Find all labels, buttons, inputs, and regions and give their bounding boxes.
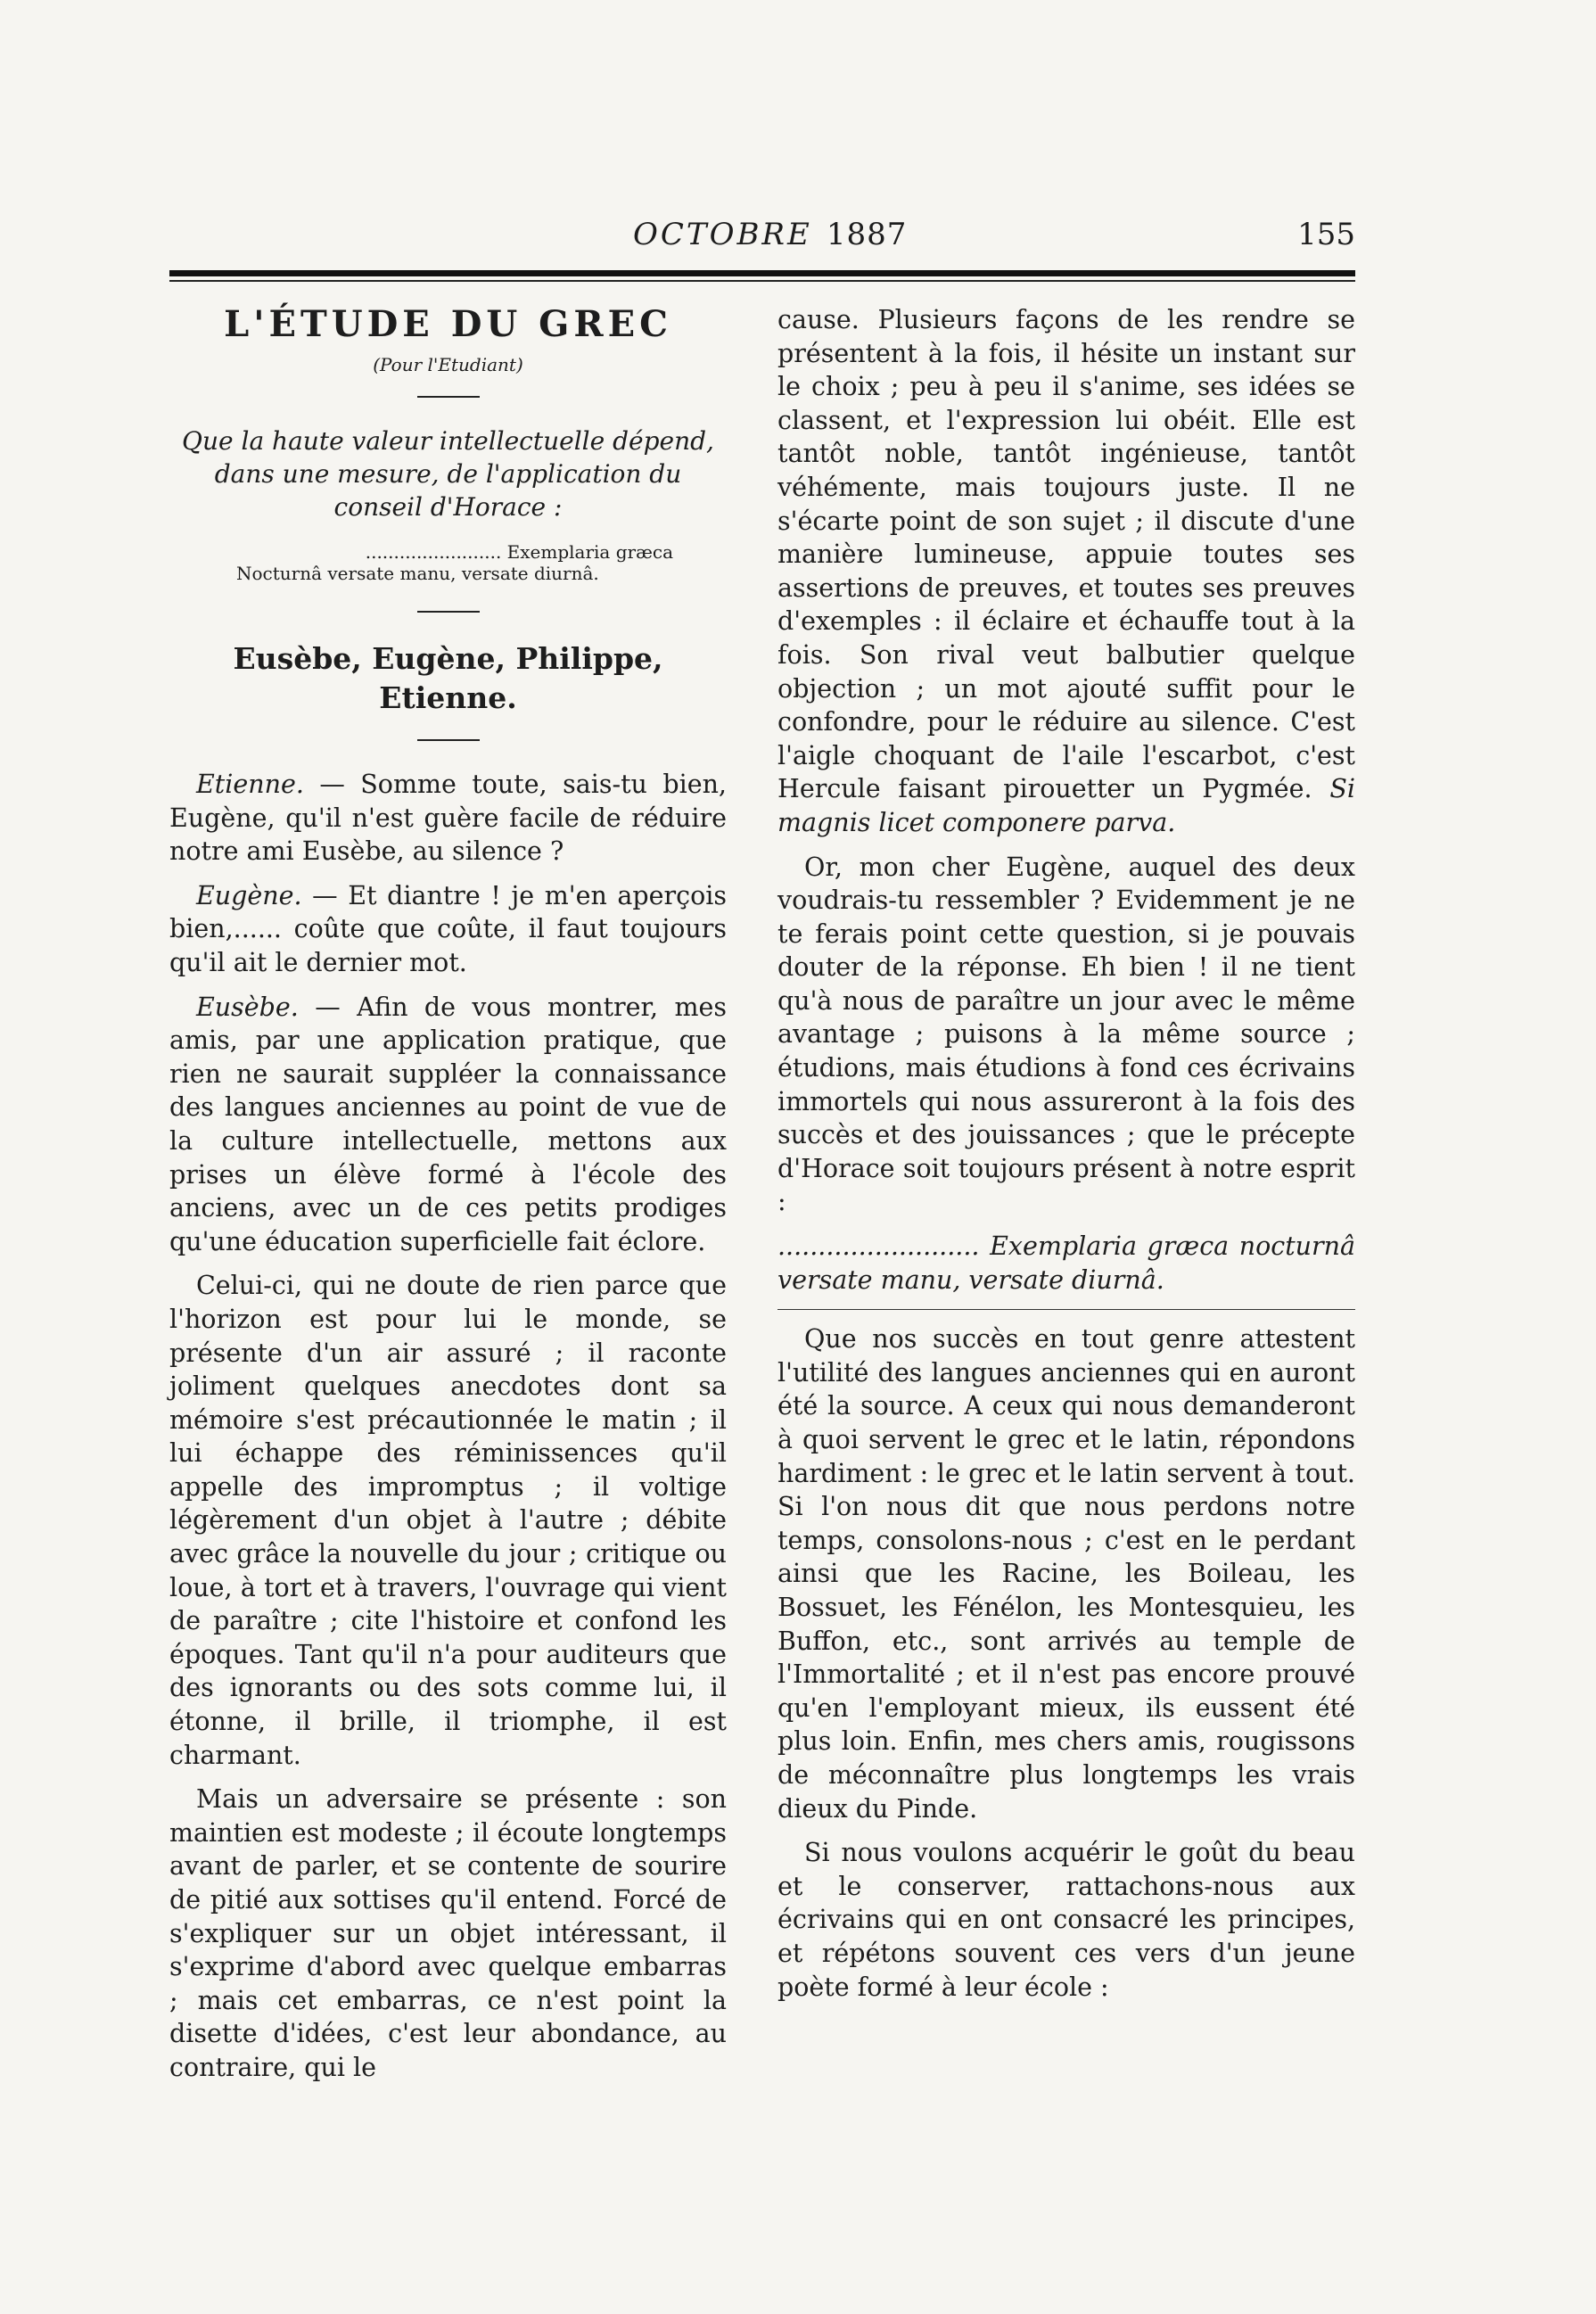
paragraph-text: cause. Plusieurs façons de les rendre se présentent à la fois, il hésite un instant sur le choix ; peu à peu il s'anime, ses idées se classent, et l'expression lui obéit. Elle est tantôt noble, tantôt ingénieuse, tantôt véhémente, mais toujours juste. Il ne s'écarte point de son sujet ; il discute d'une manière lumineuse, appuie toutes ses assertions de preuves, et toutes ses preuves d'exemples : il éclaire et échauffe tout à la fois. Son rival veut balbutier quelque objection ; un mot ajouté suffit pour le confondre, pour le réduire au silence. C'est l'aigle choquant de l'aile l'escarbot, c'est Hercule faisant pirouetter un Pygmée. — [777, 305, 1355, 804]
header-rule-thick — [169, 270, 1355, 276]
speaker-name: Eugène. — [196, 880, 302, 910]
speakers-heading: Eusèbe, Eugène, Philippe, Etienne. — [233, 641, 663, 715]
quote-line: ........................ Exemplaria græca — [365, 541, 673, 563]
dialogue-paragraph — [169, 991, 727, 1259]
year: 1887 — [826, 217, 908, 252]
divider — [417, 396, 480, 398]
divider — [417, 739, 480, 741]
epigraph-intro: Que la haute valeur intellectuelle dépend, dans une mesure, de l'application du conseil d'Horace : — [182, 426, 714, 522]
left-column — [169, 303, 727, 2096]
divider — [417, 611, 480, 613]
quote-line: Nocturnâ versate manu, versate diurnâ. — [236, 563, 599, 584]
paragraph-text: — Afin de vous montrer, mes amis, par une application pratique, que rien ne saurait suppléer la connaissance des langues anciennes au point de vue de la culture intellectuelle, mettons aux prises un élève formé à l'école des anciens, avec un de ces petits prodiges qu'une éducation superficielle fait éclore. — [169, 992, 727, 1256]
dialogue-paragraph — [169, 879, 727, 980]
body-paragraph: Celui-ci, qui ne doute de rien parce que l'horizon est pour lui le monde, se présente d'un air assuré ; il raconte joliment quelques anecdotes dont sa mémoire s'est précautionnée le matin ; il lui échappe des réminissences qu'il appelle des impromptus ; il voltige légèrement d'un objet à l'autre ; débite avec grâce la nouvelle du jour ; critique ou loue, à tort et à travers, l'ouvrage qui vient de paraître ; cite l'histoire et confond les époques. Tant qu'il n'a pour auditeurs que des ignorants ou des sots comme lui, il étonne, il brille, il triomphe, il est charmant. — [169, 1271, 727, 1770]
body-paragraph: Mais un adversaire se présente : son maintien est modeste ; il écoute longtemps avant de parler, et se contente de sourire de pitié aux sottises qu'il entend. Forcé de s'expliquer sur un objet intéressant, il s'exprime d'abord avec quelque embarras ; mais cet embarras, ce n'est point la disette d'idées, c'est leur abondance, au contraire, qui le — [169, 1784, 727, 2082]
article-title: L'ÉTUDE DU GREC — [224, 303, 672, 345]
article-subtitle: (Pour l'Etudiant) — [373, 354, 523, 375]
horace-quote — [169, 541, 727, 584]
paragraph-text: — Et diantre ! je m'en aperçois bien,...... coûte que coûte, il faut toujours qu'il ait le dernier mot. — [169, 880, 727, 977]
verse-quote: ......................... Exemplaria græca nocturnâ versate manu, versate diurnâ. — [777, 1231, 1355, 1295]
body-paragraph — [777, 303, 1355, 840]
latin-quote: Si magnis licet componere parva. — [777, 774, 1355, 837]
divider — [777, 1309, 1355, 1310]
body-paragraph: Si nous voulons acquérir le goût du beau et le conserver, rattachons-nous aux écrivains qui en ont consacré les principes, et répétons souvent ces vers d'un jeune poète formé à leur école : — [777, 1838, 1355, 2002]
page-number: 155 — [1297, 217, 1355, 252]
speaker-name: Etienne. — [196, 770, 304, 799]
body-paragraph: Que nos succès en tout genre attestent l'utilité des langues anciennes qui en auront été la source. A ceux qui nous demanderont à quoi servent le grec et le latin, répondons hardiment : le grec et le latin servent à tout. Si l'on nous dit que nous perdons notre temps, consolons-nous ; c'est en le perdant ainsi que les Racine, les Boileau, les Bossuet, les Fénélon, les Montesquieu, les Buffon, etc., sont arrivés au temple de l'Immortalité ; et il n'est pas encore prouvé qu'en l'employant mieux, ils eussent été plus loin. Enfin, mes chers amis, rougissons de méconnaître plus longtemps les vrais dieux du Pinde. — [777, 1324, 1355, 1824]
right-column — [777, 303, 1355, 2014]
paragraph-text: — Somme toute, sais-tu bien, Eugène, qu'il n'est guère facile de réduire notre ami Eusèbe, au silence ? — [169, 770, 727, 867]
issue-date — [633, 217, 907, 252]
body-paragraph: Or, mon cher Eugène, auquel des deux voudrais-tu ressembler ? Evidemment je ne te ferais point cette question, si je pouvais douter de la réponse. Eh bien ! il ne tient qu'à nous de paraître un jour avec le même avantage ; puisons à la même source ; étudions, mais étudions à fond ces écrivains immortels qui nous assureront à la fois des succès et des jouissances ; que le précepte d'Horace soit toujours présent à notre esprit : — [777, 852, 1355, 1217]
month: OCTOBRE — [633, 217, 812, 252]
running-header — [169, 210, 1355, 263]
dialogue-paragraph — [169, 768, 727, 869]
speaker-name: Eusèbe. — [196, 992, 299, 1022]
header-rule-thin — [169, 280, 1355, 282]
